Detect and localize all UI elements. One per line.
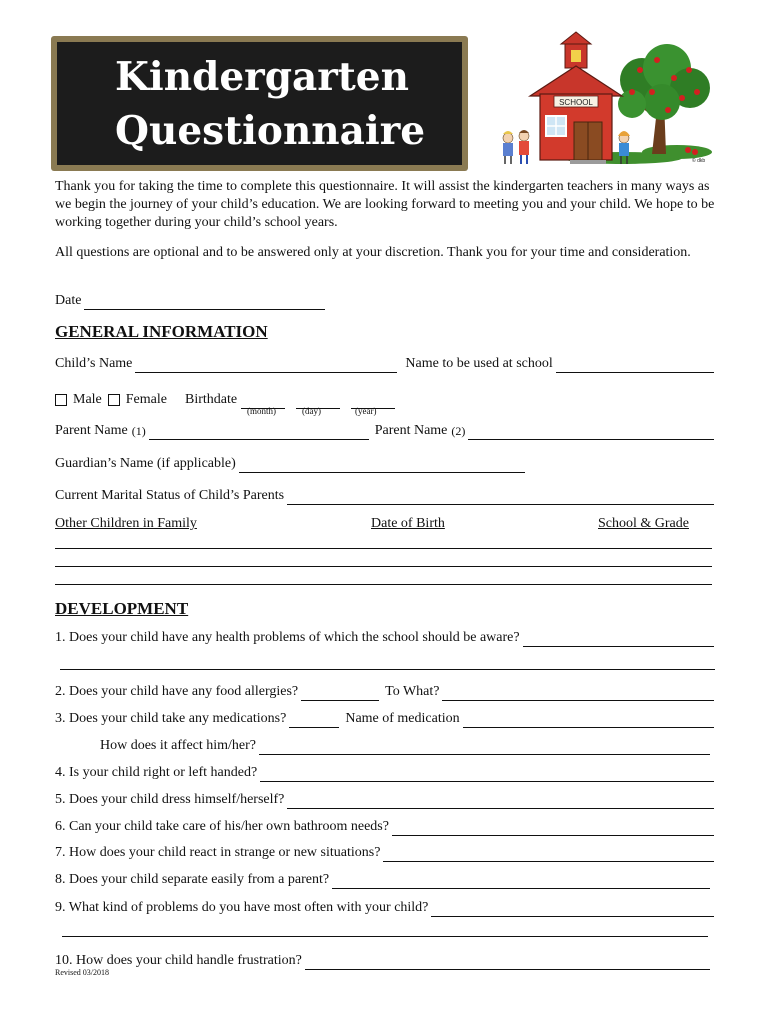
- date-of-birth-header: Date of Birth: [371, 516, 445, 531]
- chalkboard-surface: [57, 42, 462, 165]
- month-caption: (month): [247, 406, 276, 416]
- question-9-field[interactable]: [431, 902, 714, 917]
- female-label: Female: [125, 392, 167, 407]
- food-allergies-field[interactable]: [301, 686, 379, 701]
- question-10: 10. How does your child handle frustration?: [55, 953, 302, 968]
- day-caption: (day): [302, 406, 321, 416]
- title-line-1: Kindergarten: [115, 53, 409, 100]
- other-children-header: Other Children in Family: [55, 516, 197, 531]
- parent-1-label: Parent Name: [55, 423, 128, 438]
- date-row: [55, 290, 325, 310]
- question-5: 5. Does your child dress himself/herself?: [55, 792, 285, 807]
- guardian-row: [55, 453, 525, 473]
- male-label: Male: [73, 392, 102, 407]
- school-sign-text: SCHOOL: [559, 98, 593, 107]
- parent-1-field[interactable]: [149, 425, 369, 440]
- question-5-row: [55, 789, 714, 809]
- question-3: 3. Does your child take any medications?: [55, 711, 287, 726]
- question-2-row: [55, 681, 714, 701]
- parent-2-label: Parent Name: [374, 423, 448, 438]
- art-credit: © dkb: [692, 158, 706, 164]
- general-information-heading: GENERAL INFORMATION: [55, 322, 268, 341]
- title-line-2: Questionnaire: [115, 107, 426, 154]
- marital-status-label: Current Marital Status of Child’s Parents: [55, 488, 285, 503]
- marital-status-row: [55, 485, 714, 505]
- childs-name-row: [55, 353, 714, 373]
- question-6-row: [55, 816, 714, 836]
- name-at-school-field[interactable]: [556, 358, 714, 373]
- other-children-line-1[interactable]: [55, 548, 712, 549]
- question-5-field[interactable]: [287, 794, 714, 809]
- question-9: 9. What kind of problems do you have most often with your child?: [55, 900, 429, 915]
- question-9-row: [55, 897, 714, 917]
- other-children-line-2[interactable]: [55, 566, 712, 567]
- question-2-to-what: To What?: [385, 684, 440, 699]
- year-caption: (year): [355, 406, 377, 416]
- question-8-field[interactable]: [332, 874, 710, 889]
- question-7: 7. How does your child react in strange or new situations?: [55, 845, 381, 860]
- birthdate-label: Birthdate: [184, 392, 238, 407]
- school-grade-header: School & Grade: [598, 516, 689, 531]
- question-9-line-2[interactable]: [62, 936, 708, 937]
- intro-paragraph-1: Thank you for taking the time to complete this questionnaire. It will assist the kindergarten teachers in many ways as we begin the journey of your child’s education. We are looking forward to meeting you and your child. We hope to be working together during your child’s school years.: [55, 179, 715, 230]
- question-1-row: [55, 627, 714, 647]
- childs-name-field[interactable]: [135, 358, 397, 373]
- question-1-line-2[interactable]: [60, 669, 715, 670]
- question-2: 2. Does your child have any food allergies?: [55, 684, 299, 699]
- question-3-effect: How does it affect him/her?: [100, 738, 257, 753]
- question-7-field[interactable]: [383, 847, 714, 862]
- date-label: Date: [55, 293, 82, 308]
- question-3-effect-row: [100, 735, 710, 755]
- question-8-row: [55, 869, 710, 889]
- childs-name-label: Child’s Name: [55, 356, 133, 371]
- parent-names-row: [55, 420, 714, 440]
- parent-2-field[interactable]: [468, 425, 714, 440]
- gender-birthdate-row: [55, 389, 714, 409]
- question-10-row: [55, 950, 710, 970]
- female-checkbox[interactable]: [108, 394, 120, 406]
- parent-1-number: (1): [131, 424, 146, 438]
- question-7-row: [55, 842, 714, 862]
- title-chalkboard: [51, 36, 468, 171]
- medications-field[interactable]: [289, 713, 339, 728]
- question-3-row: [55, 708, 714, 728]
- revision-note: Revised 03/2018: [55, 968, 109, 977]
- other-children-line-3[interactable]: [55, 584, 712, 585]
- medication-name-field[interactable]: [463, 713, 714, 728]
- intro-paragraph-2: All questions are optional and to be answered only at your discretion. Thank you for your time and consideration.: [55, 245, 691, 260]
- question-4-row: [55, 762, 714, 782]
- development-heading: DEVELOPMENT: [55, 599, 189, 618]
- schoolhouse-clipart: [492, 30, 720, 170]
- medication-effect-field[interactable]: [259, 740, 710, 755]
- parent-2-number: (2): [451, 424, 466, 438]
- question-6-field[interactable]: [392, 821, 714, 836]
- question-3-medication-name: Name of medication: [345, 711, 460, 726]
- question-4-field[interactable]: [260, 767, 714, 782]
- name-at-school-label: Name to be used at school: [405, 356, 553, 371]
- to-what-field[interactable]: [442, 686, 714, 701]
- question-10-field[interactable]: [305, 955, 710, 970]
- guardian-field[interactable]: [239, 458, 525, 473]
- question-6: 6. Can your child take care of his/her own bathroom needs?: [55, 819, 389, 834]
- schoolhouse-illustration: [492, 30, 720, 170]
- date-field[interactable]: [84, 295, 325, 310]
- marital-status-field[interactable]: [287, 490, 714, 505]
- guardian-label: Guardian’s Name (if applicable): [55, 456, 236, 471]
- question-1-field[interactable]: [523, 632, 714, 647]
- question-8: 8. Does your child separate easily from a parent?: [55, 872, 330, 887]
- male-checkbox[interactable]: [55, 394, 67, 406]
- question-1: 1. Does your child have any health problems of which the school should be aware?: [55, 630, 520, 645]
- question-4: 4. Is your child right or left handed?: [55, 765, 258, 780]
